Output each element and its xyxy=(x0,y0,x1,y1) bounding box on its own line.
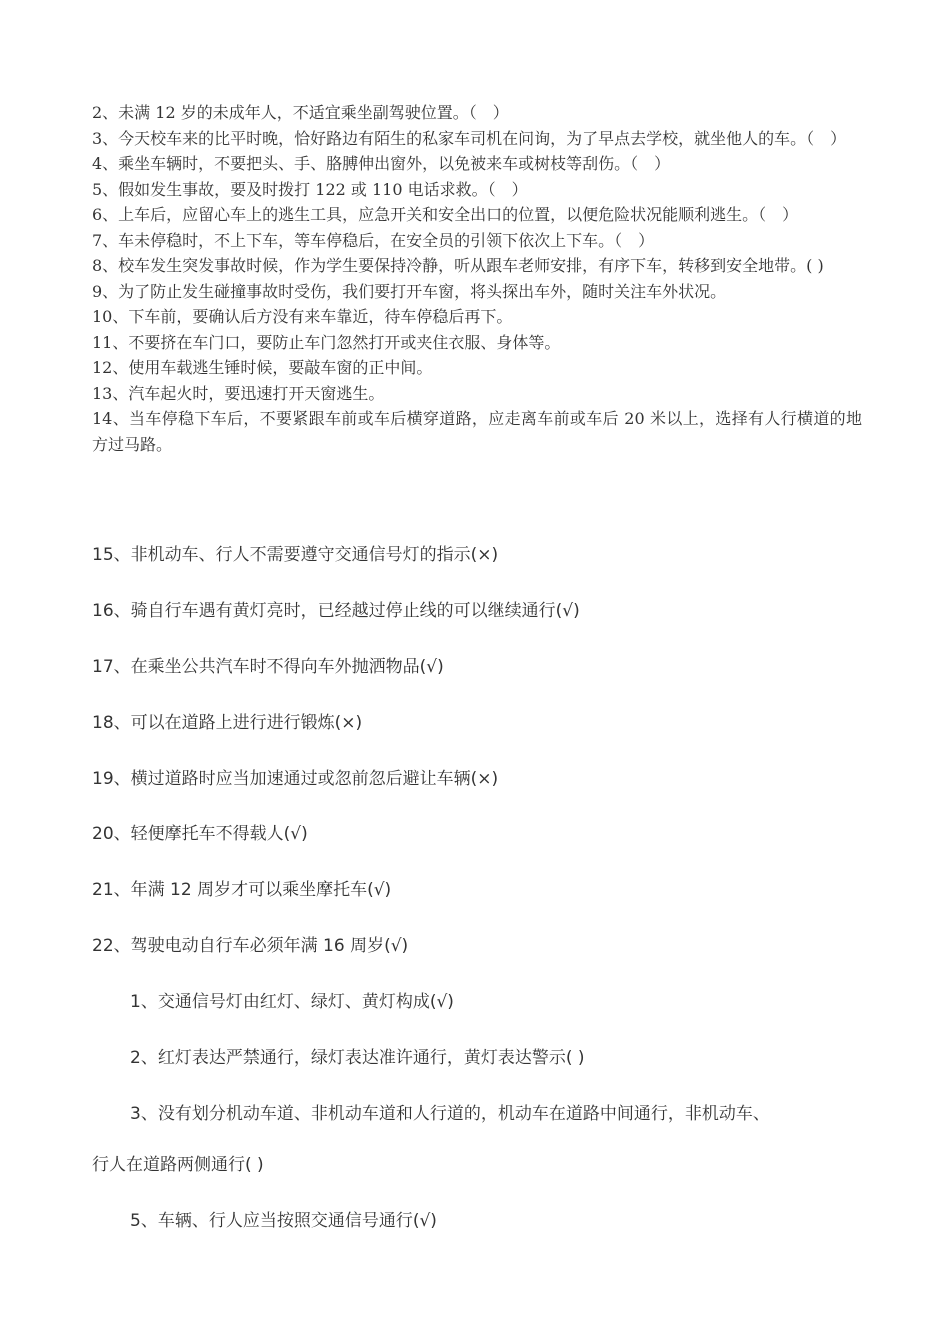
question-item-17: 17、在乘坐公共汽车时不得向车外抛洒物品(√) xyxy=(92,657,444,677)
signal-question-5: 5、车辆、行人应当按照交通信号通行(√) xyxy=(130,1211,437,1231)
question-item-4: 4、乘坐车辆时，不要把头、手、胳膊伸出窗外，以免被来车或树枝等刮伤。（ ） xyxy=(92,154,671,173)
question-item-3: 3、今天校车来的比平时晚，恰好路边有陌生的私家车司机在问询，为了早点去学校，就坐他人的车。（ ） xyxy=(92,128,847,148)
signal-question-3-continued: 行人在道路两侧通行( ) xyxy=(92,1155,264,1175)
question-item-14: 14、当车停稳下车后，不要紧跟车前或车后横穿道路，应走离车前或车后 20 米以上，选择有人行横道的地方过马路。 xyxy=(92,409,862,454)
question-item-5: 5、假如发生事故，要及时拨打 122 或 110 电话求救。（ ） xyxy=(92,179,528,199)
question-item-18: 18、可以在道路上进行进行锻炼(×) xyxy=(92,713,363,733)
question-list-part1 xyxy=(92,100,862,457)
question-item-13: 13、汽车起火时，要迅速打开天窗逃生。 xyxy=(92,383,385,403)
question-item-19: 19、横过道路时应当加速通过或忽前忽后避让车辆(×) xyxy=(92,769,499,789)
signal-question-3: 3、没有划分机动车道、非机动车道和人行道的，机动车在道路中间通行，非机动车、 xyxy=(130,1104,770,1124)
question-item-6: 6、上车后，应留心车上的逃生工具，应急开关和安全出口的位置，以便危险状况能顺利逃生。（ ） xyxy=(92,205,799,224)
signal-question-1: 1、交通信号灯由红灯、绿灯、黄灯构成(√) xyxy=(130,992,454,1012)
question-item-12: 12、使用车载逃生锤时候，要敲车窗的正中间。 xyxy=(92,358,433,377)
question-item-7: 7、车未停稳时，不上下车，等车停稳后，在安全员的引领下依次上下车。（ ） xyxy=(92,230,655,250)
question-item-15: 15、非机动车、行人不需要遵守交通信号灯的指示(×) xyxy=(92,545,499,565)
question-item-9: 9、为了防止发生碰撞事故时受伤，我们要打开车窗，将头探出车外，随时关注车外状况。 xyxy=(92,281,727,301)
question-item-16: 16、骑自行车遇有黄灯亮时，已经越过停止线的可以继续通行(√) xyxy=(92,601,580,621)
question-item-22: 22、驾驶电动自行车必须年满 16 周岁(√) xyxy=(92,936,409,956)
signal-question-2: 2、红灯表达严禁通行，绿灯表达准许通行，黄灯表达警示( ) xyxy=(130,1048,585,1068)
question-item-11: 11、不要挤在车门口，要防止车门忽然打开或夹住衣服、身体等。 xyxy=(92,332,561,352)
question-item-10: 10、下车前，要确认后方没有来车靠近，待车停稳后再下。 xyxy=(92,307,513,326)
question-item-8: 8、校车发生突发事故时候，作为学生要保持冷静，听从跟车老师安排，有序下车，转移到安全地带。( ) xyxy=(92,256,824,275)
question-item-21: 21、年满 12 周岁才可以乘坐摩托车(√) xyxy=(92,880,392,900)
question-item-20: 20、轻便摩托车不得载人(√) xyxy=(92,824,308,844)
question-item-2: 2、未满 12 岁的未成年人，不适宜乘坐副驾驶位置。（ ） xyxy=(92,103,509,122)
